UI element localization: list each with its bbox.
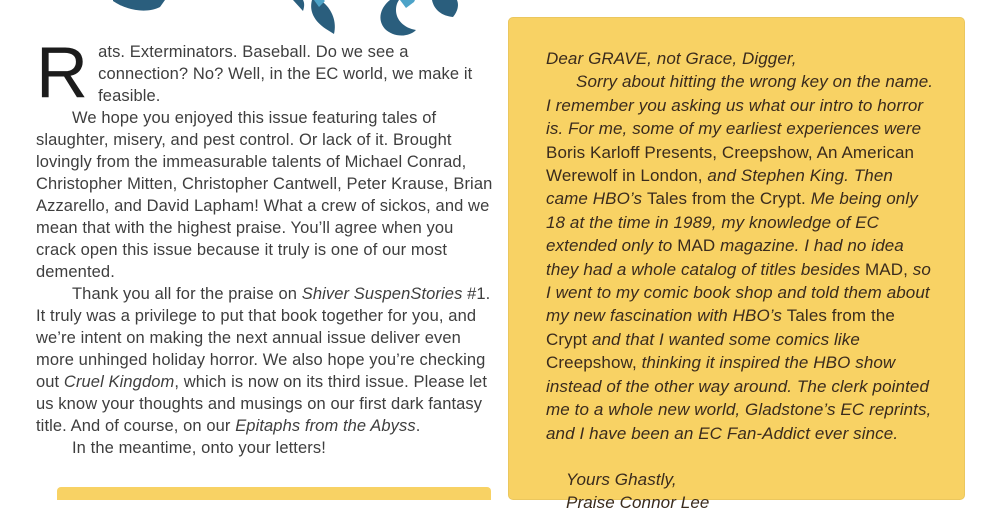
- drop-cap: R: [36, 33, 89, 113]
- brush-stroke-2-spike: [293, 0, 304, 11]
- reader-letter-panel: [508, 17, 965, 513]
- editorial-paragraph-2: We hope you enjoyed this issue featuring tales of slaughter, misery, and pest control. Or lack of it. Brought lovingly from the immeasurable talents of Michael Conrad, Christopher Mitten, Christopher Cantwell, Peter Krause, Brian Azzarello, and David Lapham! What a crew of sickos, and we mean that with the highest praise. You’ll agree when you crack open this issue because it truly is one of our most demented.: [36, 109, 493, 281]
- editorial-paragraph-3: Thank you all for the praise on Shiver SuspenStories #1. It truly was a privilege to put that book together for you, and we’re intent on making the next annual issue deliver even more unhinged holiday horror. We also hope you’re checking out Cruel Kingdom, which is now on its third issue. Please let us know your thoughts and musings on our first dark fantasy title. And of course, on our Epitaphs from the Abyss.: [36, 285, 491, 435]
- brush-stroke-2-claw: [311, 0, 335, 34]
- editorial-column: [36, 33, 494, 459]
- letter-signoff: Yours Ghastly,: [566, 469, 677, 489]
- editorial-paragraph-1: [36, 33, 494, 113]
- brush-stroke-3-wedge: [432, 0, 458, 17]
- brush-stroke-3-sparkle: [400, 0, 415, 8]
- editorial-paragraph-1-text: ats. Exterminators. Baseball. Do we see a connection? No? Well, in the EC world, we make it feasible.: [98, 43, 473, 105]
- brush-stroke-2-sparkle: [314, 0, 325, 7]
- editorial-paragraph-4: In the meantime, onto your letters!: [72, 439, 326, 457]
- brush-stroke-1: [113, 0, 165, 11]
- letter-signature: Praise Connor Lee: [566, 493, 710, 513]
- letter-salutation: Dear GRAVE, not Grace, Digger,: [546, 49, 797, 68]
- letter-body: Sorry about hitting the wrong key on the name. I remember you asking us what our intro to horror is. For me, some of my earliest experiences were Boris Karloff Presents, Creepshow, An American Werewolf in London, and Stephen King. Then came HBO’s Tales from the Crypt. Me being only 18 at the time in 1989, my knowledge of EC extended only to MAD magazine. I had no idea they had a whole catalog of titles besides MAD, so I went to my comic book shop and told them about my new fascination with HBO’s Tales from the Crypt and that I wanted some comics like Creepshow, thinking it inspired the HBO show instead of the other way around. The clerk pointed me to a whole new world, Gladstone’s EC reprints, and I have been an EC Fan-Addict ever since.: [546, 72, 934, 443]
- next-section-header-bar: [57, 487, 491, 500]
- brush-stroke-3-hook: [380, 0, 416, 36]
